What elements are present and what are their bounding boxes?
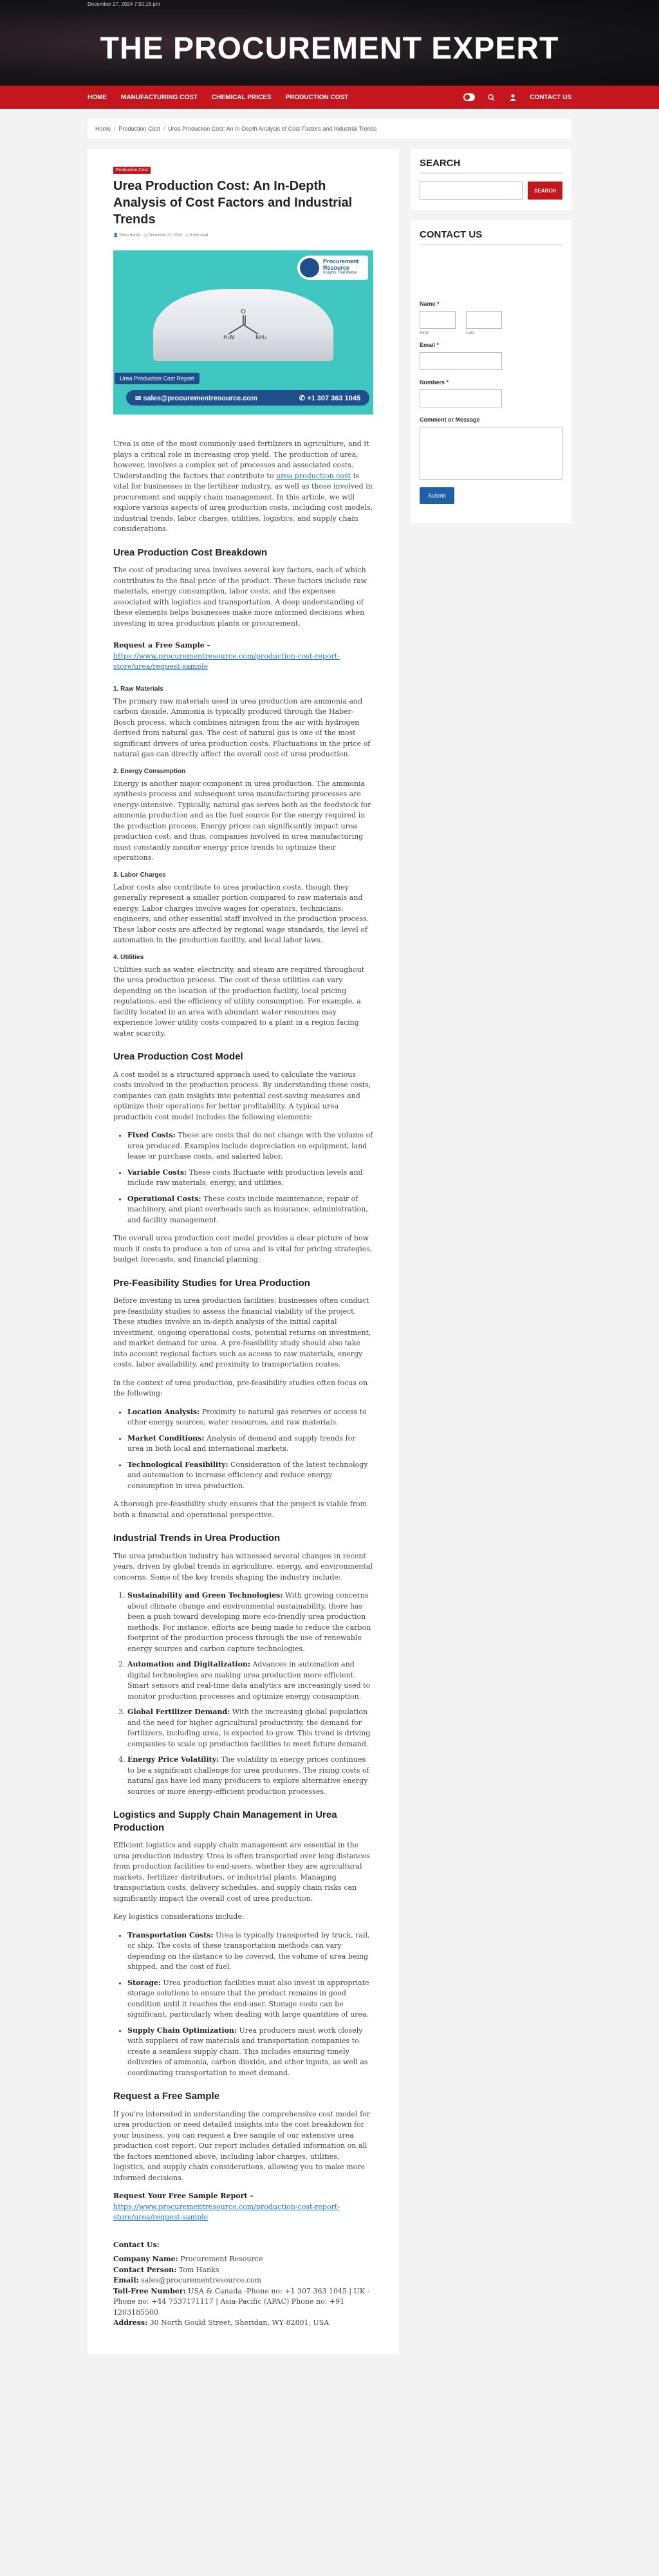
list-item: • Variable Costs: These costs fluctuate with production levels and include raw materials, energy, and utilities. (127, 1168, 373, 1189)
search-icon[interactable] (485, 91, 497, 104)
svg-text:O: O (241, 308, 246, 315)
paragraph-cost-model: A cost model is a structured approach used to calculate the various costs involved in the production process. By understanding these costs, companies can gain insights into potential cost-saving measures and optimize their operations for better profitability. A typical urea production cost model includes the following elements: (113, 1070, 371, 1121)
paragraph-raw-materials: The primary raw materials used in urea production are ammonia and carbon dioxide. Ammonia is typically produced through the Haber-Bosch process, which combines nitrogen from the air with hydrogen derived from natural gas. The cost of natural gas is one of the most significant drivers of urea production costs. Fluctuations in the price of natural gas can directly affect the overall cost of urea production. (113, 696, 371, 758)
first-name-sublabel: First (420, 331, 429, 335)
heading-utilities: 4. Utilities (113, 953, 144, 961)
heading-cost-model: Urea Production Cost Model (113, 1051, 243, 1062)
contact-company: Company Name: Procurement Resource (113, 2255, 263, 2263)
article-body (113, 439, 373, 2329)
featured-image (113, 250, 373, 415)
sample-request-label: Request a Free Sample – (113, 641, 211, 649)
search-button[interactable]: SEARCH (528, 182, 562, 200)
list-item: 4. Energy Price Volatility: The volatility in energy prices continues to be a significant challenge for urea producers. The rising costs of natural gas have led many producers to explore alternative energy sources or more energy-efficient production processes. (127, 1755, 373, 1797)
request-report-paragraph (113, 2191, 373, 2223)
list-item: • Transportation Costs: Urea is typically transported by truck, rail, or ship. The costs of these transportation methods can vary depending on the distance to be covered, the volume of urea being shipped, and the cost of fuel. (127, 1930, 373, 1973)
paragraph-logistics-considerations: Key logistics considerations include: (113, 1912, 245, 1921)
sidebar (411, 149, 571, 534)
email-label: Email * (420, 342, 440, 348)
sample-request-link[interactable]: https://www.procurementresource.com/production-cost-report-store/urea/request-sample (113, 651, 340, 671)
list-item: • Market Conditions: Analysis of demand and supply trends for urea in both local and international markets. (127, 1433, 373, 1455)
procurement-resource-logo (297, 256, 368, 280)
pre-feasibility-list (127, 1407, 373, 1492)
post-date: December 21, 2024 (148, 234, 183, 238)
heading-pre-feasibility: Pre-Feasibility Studies for Urea Production (113, 1277, 310, 1289)
logo-text-line2: Resource (323, 265, 350, 271)
breadcrumb-current: Urea Production Cost: An In-Depth Analysis of Cost Factors and Industrial Trends (168, 126, 377, 132)
heading-energy: 2. Energy Consumption (113, 767, 186, 775)
logo-tagline: Insights That Matter (323, 271, 357, 275)
heading-request-sample: Request a Free Sample (113, 2091, 220, 2102)
submit-button[interactable]: Submit (420, 487, 454, 504)
list-item: • Location Analysis: Proximity to natural gas reserves or access to other energy sources, water resources, and raw materials. (127, 1407, 373, 1428)
list-item: 3. Global Fertilizer Demand: With the increasing global population and the need for higher agricultural productivity, the demand for fertilizers, including urea, is expected to grow. This trend is driving companies to scale up production facilities to meet future demand. (127, 1707, 373, 1750)
nav-item-manufacturing-cost[interactable]: MANUFACTURING COST (121, 93, 198, 101)
sample-request-paragraph (113, 640, 373, 673)
site-title[interactable]: THE PROCUREMENT EXPERT (100, 32, 559, 66)
image-email: ✉ sales@procurementresource.com (135, 394, 257, 402)
numbers-field[interactable] (420, 389, 502, 407)
contact-address: Address: 30 North Gould Street, Sheridan, WY 82801, USA (113, 2319, 330, 2327)
article (88, 149, 399, 2355)
list-item: • Fixed Costs: These are costs that do not change with the volume of urea produced. Examples include depreciation on equipment, land lease or purchase costs, and salaried labor. (127, 1130, 373, 1162)
urea-photo (153, 289, 333, 361)
contact-widget-title: CONTACT US (420, 229, 562, 245)
paragraph-labor: Labor costs also contribute to urea production costs, though they generally represent a smaller portion compared to raw materials and energy. Labor charges involve wages for operators, technicians, engineers, and other essential staff involved in the production process. These labor costs are affected by regional wage standards, the level of automation in the production facility, and local labor laws. (113, 882, 369, 944)
image-phone: ✆ +1 307 363 1045 (299, 394, 360, 402)
contact-widget-spacer (420, 253, 562, 301)
heading-breakdown: Urea Production Cost Breakdown (113, 546, 268, 558)
name-label: Name * (420, 301, 440, 307)
post-meta (113, 233, 373, 238)
search-widget-title: SEARCH (420, 158, 562, 174)
post-author[interactable]: Tomo Hanks (119, 234, 141, 238)
heading-logistics: Logistics and Supply Chain Management in Urea Production (113, 1809, 337, 1833)
logo-text-line1: Procurement (323, 258, 359, 265)
request-report-label: Request Your Free Sample Report – (113, 2192, 254, 2200)
paragraph-pre-feasibility-focus: In the context of urea production, pre-feasibility studies often focus on the following: (113, 1378, 368, 1397)
list-item: • Storage: Urea production facilities must also invest in appropriate storage solutions to ensure that the product remains in good condition until it reaches the end-user. Storage costs can be significant, particularly when dealing with large quantities of urea. (127, 1978, 373, 2021)
nav-item-home[interactable]: HOME (88, 93, 107, 101)
heading-industrial-trends: Industrial Trends in Urea Production (113, 1533, 281, 1544)
paragraph-breakdown: The cost of producing urea involves several key factors, each of which contributes to the final price of the product. These factors include raw materials, energy consumption, labor costs, and the expenses associated with logistics and transportation. A deep understanding of these elements helps businesses make more informed decisions when investing in urea production plants or procurement. (113, 566, 367, 628)
numbers-label: Numbers * (420, 379, 449, 386)
image-report-label: Urea Production Cost Report (115, 373, 200, 384)
breadcrumb (88, 119, 571, 138)
name-fields (420, 311, 562, 335)
heading-raw-materials: 1. Raw Materials (113, 685, 163, 693)
search-widget (411, 149, 571, 210)
user-icon[interactable] (506, 91, 519, 104)
site-header (0, 0, 659, 86)
heading-labor: 3. Labor Charges (113, 871, 166, 879)
breadcrumb-home[interactable]: Home (95, 126, 111, 132)
list-item: 2. Automation and Digitalization: Advances in automation and digital technologies are making urea production more efficient. Smart sensors and real-time data analytics are increasingly used to monitor production processes and optimize energy consumption. (127, 1659, 373, 1702)
paragraph-energy: Energy is another major component in urea production. The ammonia synthesis process and subsequent urea manufacturing processes are energy-intensive. Typically, natural gas serves both as the feedstock for ammonia production and as the fuel source for the energy required in the production process. Energy prices can significantly impact urea production cost, and thus, companies involved in urea manufacturing must constantly monitor energy price trends to optimize their operations. (113, 779, 371, 862)
image-contact-bar (126, 390, 369, 406)
logistics-list (127, 1930, 373, 2079)
message-label: Comment or Message (420, 416, 480, 423)
clock-icon: ◷ (144, 234, 147, 238)
contact-phone: Toll-Free Number: USA & Canada -Phone no: +1 307 363 1045 | UK -Phone no: +44 7537171117 | Asia-Pacific (APAC) Phone no: +91 1203185500 (113, 2286, 370, 2317)
paragraph-pre-feasibility-summary: A thorough pre-feasibility study ensures that the project is viable from both a financial and operational perspective. (113, 1500, 367, 1519)
post-read-time: 5 min read (189, 234, 209, 238)
paragraph-request-sample: If you're interested in understanding the comprehensive cost model for urea production or need detailed insights into the cost breakdown for your business, you can request a free sample of our extensive urea production cost report. Our report includes detailed information on all the factors mentioned above, including labor charges, utilities, logistics, and supply chain considerations, allowing you to make more informed decisions. (113, 2109, 371, 2182)
dark-mode-toggle-icon[interactable] (463, 91, 476, 104)
breadcrumb-separator: / (114, 126, 116, 132)
cost-model-list (127, 1130, 373, 1226)
list-item: 1. Sustainability and Green Technologies: With growing concerns about climate change and environmental sustainability, there has been a push toward developing more eco-friendly urea production methods. For instance, efforts are being made to reduce the carbon footprint of the production process through the use of renewable energy sources and carbon capture technologies. (127, 1591, 373, 1654)
author-icon: 👤 (113, 234, 118, 238)
list-item: • Supply Chain Optimization: Urea producers must work closely with suppliers of raw materials and transportation companies to create a seamless supply chain. This includes ensuring timely deliveries of ammonia, carbon dioxide, and other inputs, as well as coordinating transportation to meet demand. (127, 2026, 373, 2079)
paragraph-logistics: Efficient logistics and supply chain management are essential in the urea production industry. Urea is often transported over long distances from production facilities to end-users, whether they are agricultural markets, fertilizer distributors, or industrial plants. Managing transportation costs, delivery schedules, and supply chain risks can significantly impact the overall cost of urea production. (113, 1841, 370, 1903)
contact-email: Email: sales@procurementresource.com (113, 2276, 262, 2284)
svg-text:H₂N: H₂N (223, 335, 235, 341)
nav-contact-us[interactable]: CONTACT US (530, 93, 571, 101)
nav-item-chemical-prices[interactable]: CHEMICAL PRICES (211, 93, 272, 101)
breadcrumb-separator: / (163, 126, 165, 132)
request-report-link[interactable]: https://www.procurementresource.com/production-cost-report-store/urea/request-sample (113, 2202, 340, 2221)
breadcrumb-category[interactable]: Production Cost (118, 126, 160, 132)
paragraph-utilities: Utilities such as water, electricity, and steam are required throughout the urea production process. The cost of these utilities can vary depending on the location of the production facility, local pricing regulations, and the efficiency of utility consumption. For example, a facility located in an area with abundant water resources may experience lower utility costs compared to a plant in a region facing water scarcity. (113, 965, 365, 1038)
email-field[interactable] (420, 352, 502, 370)
message-textarea[interactable] (420, 427, 562, 480)
last-name-input[interactable] (466, 311, 502, 329)
paragraph-cost-model-summary: The overall urea production cost model provides a clear picture of how much it costs to produce a ton of urea and is vital for pricing strategies, budget forecasts, and financial planning. (113, 1234, 373, 1264)
paragraph-pre-feasibility: Before investing in urea production facilities, businesses often conduct pre-feasibility studies to assess the financial viability of the project. These studies involve an in-depth analysis of the initial capital investment, ongoing operational costs, potential returns on investment, and market demand for urea. A pre-feasibility study should also take into account regional factors such as access to raw materials, energy costs, labor availability, and proximity to transportation routes. (113, 1296, 371, 1368)
urea-production-cost-link[interactable]: urea production cost (275, 471, 351, 480)
svg-text:NH₂: NH₂ (255, 335, 267, 341)
first-name-input[interactable] (420, 311, 456, 329)
contact-heading: Contact Us: (113, 2240, 160, 2249)
urea-molecule-icon (214, 306, 272, 344)
category-badge[interactable]: Production Cost (113, 167, 151, 174)
paragraph-industrial-trends: The urea production industry has witnessed several changes in recent years, driven by global trends in agriculture, energy, and environmental concerns. Some of the key trends shaping the industry include: (113, 1551, 373, 1582)
search-input[interactable] (420, 182, 523, 200)
contact-details (113, 2240, 373, 2329)
last-name-sublabel: Last (466, 331, 475, 335)
read-time-icon: ◷ (185, 234, 189, 238)
contact-widget (411, 220, 571, 523)
list-item: • Technological Feasibility: Consideration of the latest technology and automation to increase efficiency and reduce energy consumption in urea production. (127, 1460, 373, 1492)
intro-paragraph: Urea is one of the most commonly used fertilizers in agriculture, and it plays a critical role in increasing crop yield. The production of urea, however, involves a complex set of processes and associated costs. Understanding the factors that contribute to urea production cost is vital for businesses in the fertilizer industry, as well as those involved in procurement and supply chain management. In this article, we will explore various aspects of urea production costs, including cost models, industrial trends, labor charges, utilities, logistics, and supply chain considerations. (113, 440, 373, 533)
header-date: December 27, 2024 7:50:16 pm (88, 1, 160, 7)
main-nav (0, 86, 659, 109)
contact-person: Contact Person: Tom Hanks (113, 2265, 219, 2274)
post-title: Urea Production Cost: An In-Depth Analysis of Cost Factors and Industrial Trends (113, 179, 353, 227)
logo-mark-icon (300, 258, 319, 277)
trends-list (127, 1591, 373, 1797)
list-item: • Operational Costs: These costs include maintenance, repair of machinery, and plant overheads such as insurance, administration, and facility management. (127, 1194, 373, 1226)
nav-item-production-cost[interactable]: PRODUCTION COST (285, 93, 349, 101)
search-form (420, 182, 562, 200)
